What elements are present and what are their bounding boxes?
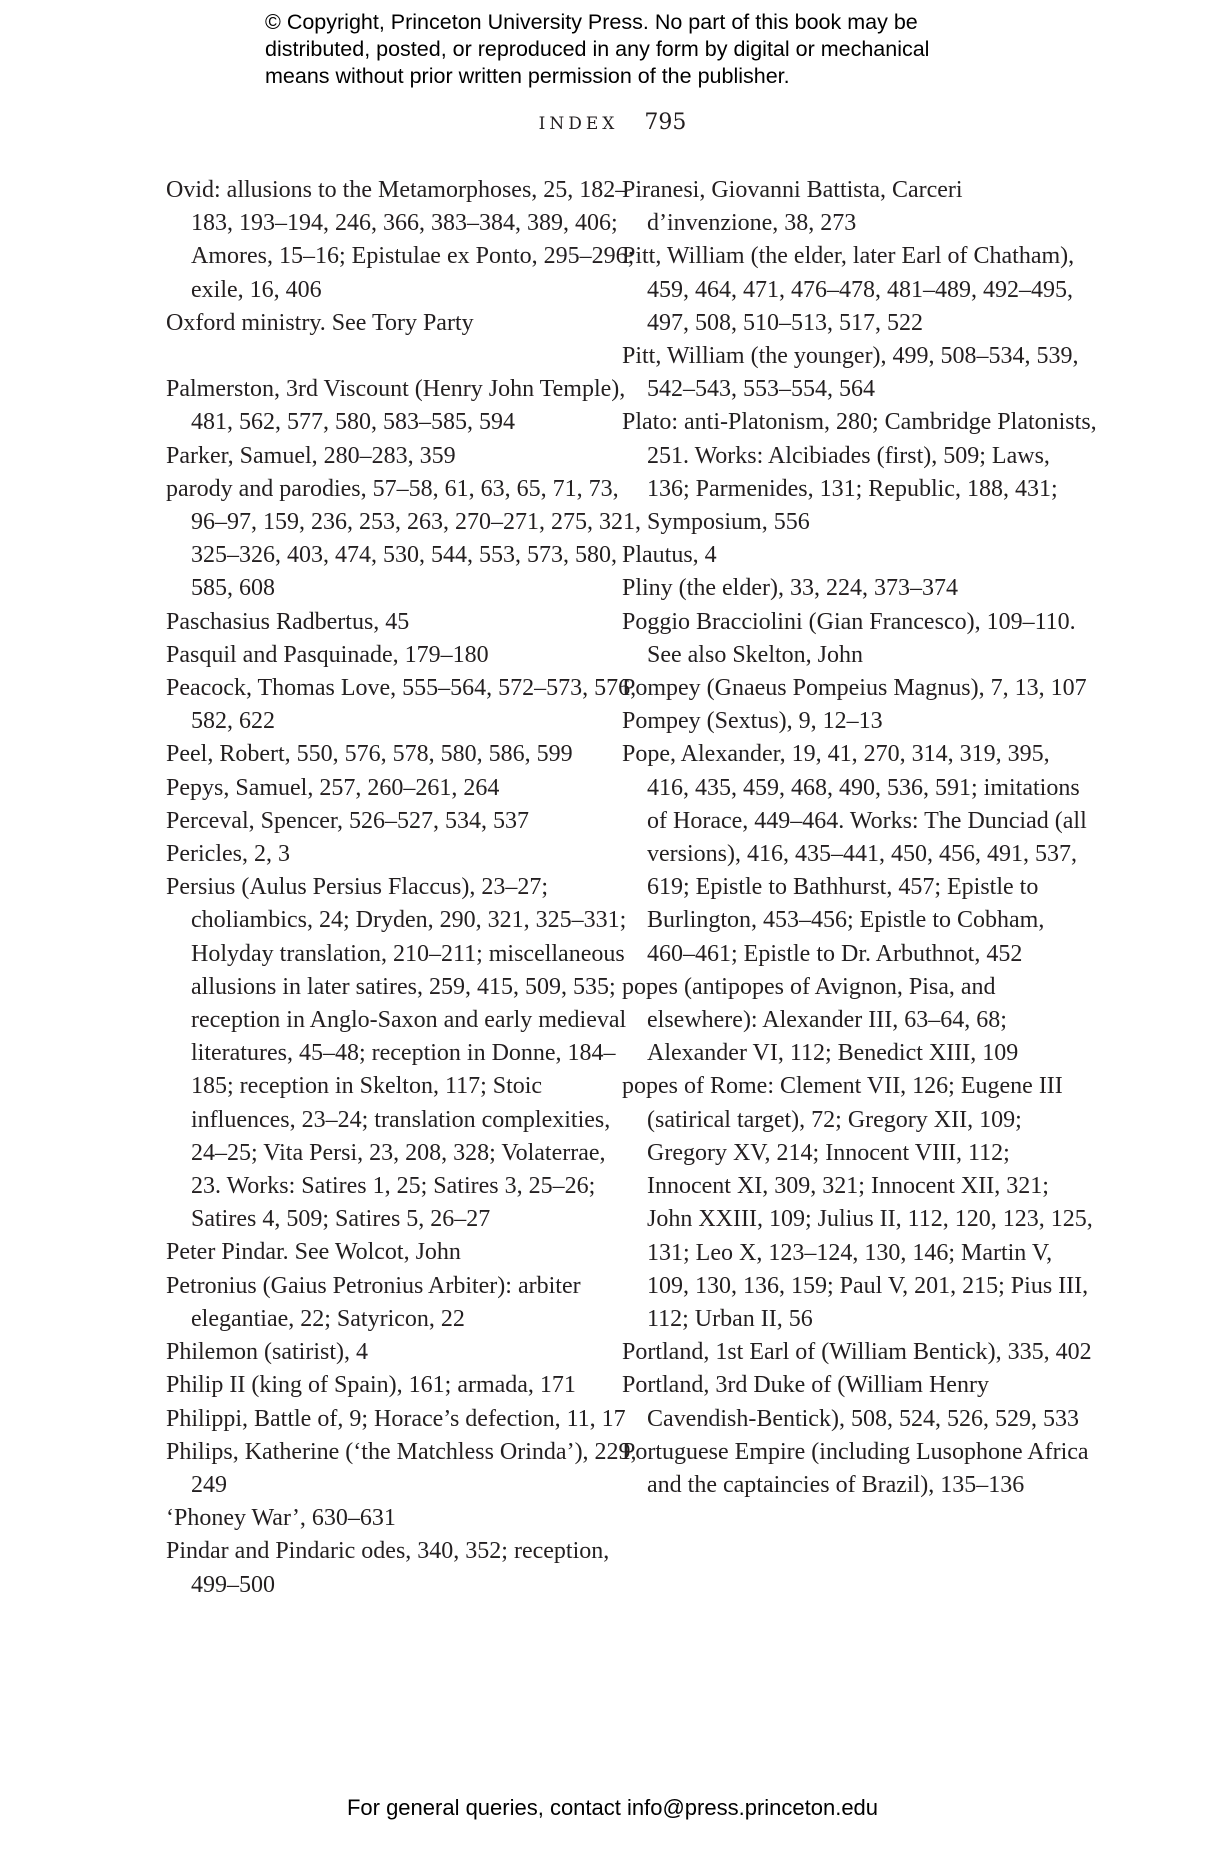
copyright-notice: [265, 9, 1045, 90]
contact-footer: For general queries, contact info@press.princeton.edu: [346, 1795, 879, 1820]
index-entry: Philips, Katherine (‘the Matchless Orinda’), 229, 249: [166, 1438, 637, 1498]
running-header: [0, 110, 1225, 135]
index-entry: parody and parodies, 57–58, 61, 63, 65, 71, 73, 96–97, 159, 236, 253, 263, 270–271, 275, 321, 325–326, 403, 474, 530, 544, 553, 573, 580, 585, 608: [166, 475, 641, 602]
index-entry: Philemon (satirist), 4: [166, 1339, 368, 1366]
index-entry: Pericles, 2, 3: [166, 841, 290, 868]
index-entry: ‘Phoney War’, 630–631: [166, 1505, 396, 1532]
index-entry: Paschasius Radbertus, 45: [166, 608, 410, 635]
index-entry: Pitt, William (the younger), 499, 508–534, 539, 542–543, 553–554, 564: [622, 343, 1079, 403]
index-column-left: [166, 174, 641, 1602]
index-entry: Pompey (Gnaeus Pompeius Magnus), 7, 13, 107: [622, 675, 1087, 702]
index-entry: Pliny (the elder), 33, 224, 373–374: [622, 575, 958, 602]
index-entry: Pitt, William (the elder, later Earl of Chatham), 459, 464, 471, 476–478, 481–489, 492–495, 497, 508, 510–513, 517, 522: [622, 243, 1075, 336]
index-entry: Portland, 1st Earl of (William Bentick), 335, 402: [622, 1339, 1092, 1366]
index-entry: Petronius (Gaius Petronius Arbiter): arbiter elegantiae, 22; Satyricon, 22: [166, 1272, 581, 1332]
index-entry: Pompey (Sextus), 9, 12–13: [622, 708, 883, 735]
index-entry: Philip II (king of Spain), 161; armada, 171: [166, 1372, 576, 1399]
index-column-right: [622, 174, 1097, 1502]
copyright-line: means without prior written permission of the publisher.: [265, 64, 790, 88]
index-entry: Portuguese Empire (including Lusophone Africa and the captaincies of Brazil), 135–136: [622, 1438, 1089, 1498]
index-entry: Plautus, 4: [622, 542, 717, 569]
index-entry: Ovid: allusions to the Metamorphoses, 25, 182–183, 193–194, 246, 366, 383–384, 389, 406; Amores, 15–16; Epistulae ex Ponto, 295–296; exile, 16, 406: [166, 177, 635, 303]
index-entry: Pope, Alexander, 19, 41, 270, 314, 319, 395, 416, 435, 459, 468, 490, 536, 591; imitations of Horace, 449–464. Works: The Dunciad (all versions), 416, 435–441, 450, 456, 491, 537, 619; Epistle to Bathhurst, 457; Epistle to Burlington, 453–456; Epistle to Cobham, 460–461; Epistle to Dr. Arbuthnot, 452: [622, 741, 1087, 967]
index-entry: Peacock, Thomas Love, 555–564, 572–573, 576, 582, 622: [166, 675, 637, 735]
index-entry: Piranesi, Giovanni Battista, Carceri d’invenzione, 38, 273: [622, 177, 963, 237]
section-label: INDEX: [538, 114, 619, 134]
index-entry: Persius (Aulus Persius Flaccus), 23–27; choliambics, 24; Dryden, 290, 321, 325–331; Holyday translation, 210–211; miscellaneous allusions in later satires, 259, 415, 509, 535; reception in Anglo-Saxon and early medieval literatures, 45–48; reception in Donne, 184–185; reception in Skelton, 117; Stoic influences, 23–24; translation complexities, 24–25; Vita Persi, 23, 208, 328; Volaterrae, 23. Works: Satires 1, 25; Satires 3, 25–26; Satires 4, 509; Satires 5, 26–27: [166, 874, 627, 1233]
index-entry: Philippi, Battle of, 9; Horace’s defection, 11, 17: [166, 1405, 626, 1432]
index-entry: Parker, Samuel, 280–283, 359: [166, 442, 456, 469]
page-number: 795: [644, 110, 687, 135]
index-entry: Pasquil and Pasquinade, 179–180: [166, 641, 489, 668]
index-entry: Pindar and Pindaric odes, 340, 352; reception, 499–500: [166, 1538, 610, 1598]
index-entry: Palmerston, 3rd Viscount (Henry John Temple), 481, 562, 577, 580, 583–585, 594: [166, 376, 626, 436]
index-entry: Plato: anti-Platonism, 280; Cambridge Platonists, 251. Works: Alcibiades (first), 509; Laws, 136; Parmenides, 131; Republic, 188, 431; Symposium, 556: [622, 409, 1097, 536]
index-entry: Pepys, Samuel, 257, 260–261, 264: [166, 774, 500, 801]
index-entry: Peter Pindar. See Wolcot, John: [166, 1239, 461, 1266]
index-entry: Poggio Bracciolini (Gian Francesco), 109–110. See also Skelton, John: [622, 608, 1076, 668]
copyright-line: © Copyright, Princeton University Press. No part of this book may be: [265, 10, 918, 34]
index-entry: Perceval, Spencer, 526–527, 534, 537: [166, 807, 529, 834]
copyright-line: distributed, posted, or reproduced in any form by digital or mechanical: [265, 37, 930, 61]
index-entry: popes (antipopes of Avignon, Pisa, and elsewhere): Alexander III, 63–64, 68; Alexander VI, 112; Benedict XIII, 109: [622, 973, 1019, 1067]
index-entry: popes of Rome: Clement VII, 126; Eugene III (satirical target), 72; Gregory XII, 109; Gregory XV, 214; Innocent VIII, 112; Innocent XI, 309, 321; Innocent XII, 321; John XXIII, 109; Julius II, 112, 120, 123, 125, 131; Leo X, 123–124, 130, 146; Martin V, 109, 130, 136, 159; Paul V, 201, 215; Pius III, 112; Urban II, 56: [622, 1073, 1093, 1332]
index-entry: Portland, 3rd Duke of (William Henry Cavendish-Bentick), 508, 524, 526, 529, 533: [622, 1372, 1079, 1432]
index-entry: Oxford ministry. See Tory Party: [166, 309, 474, 336]
index-entry: Peel, Robert, 550, 576, 578, 580, 586, 599: [166, 741, 573, 768]
